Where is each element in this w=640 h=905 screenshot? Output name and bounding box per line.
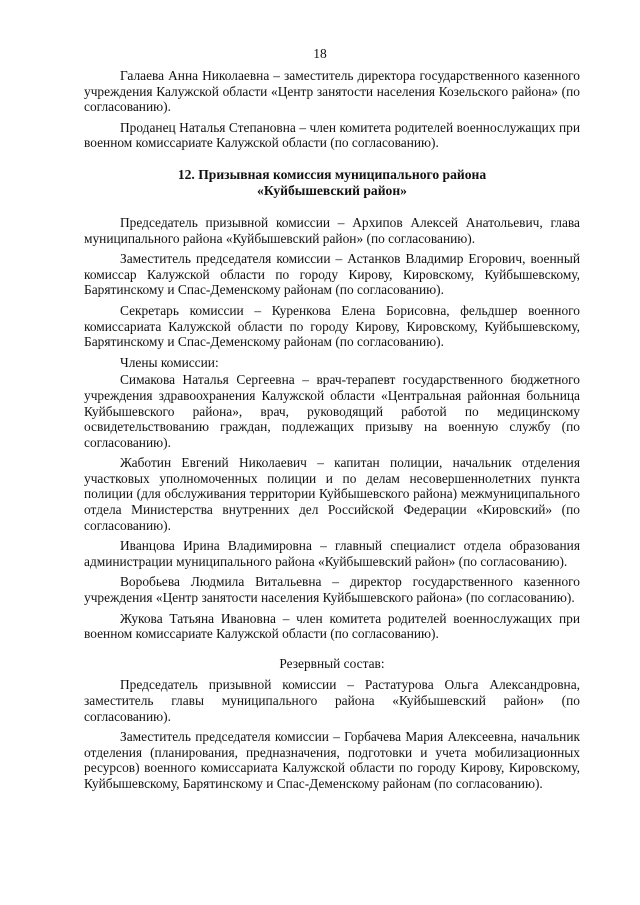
member-paragraph-2: Жаботин Евгений Николаевич – капитан полиции, начальник отделения участковых уполномоченных полиции и по делам несовершеннолетних пункта полиции (для обслуживания территории Куйбышевского района) межмуниципального отдела Министерства внутренних дел Российской Федерации «Кировский» (по согласованию).: [84, 455, 580, 533]
document-body: [84, 68, 580, 797]
reserve-deputy-paragraph: Заместитель председателя комиссии – Горбачева Мария Алексеевна, начальник отделения (планирования, предназначения, подготовки и учета мобилизационных ресурсов) военного комиссариата Калужской области по городу Кирову, Кировскому, Куйбышевскому, Барятинскому и Спас-Деменскому районам (по согласованию).: [84, 729, 580, 791]
secretary-paragraph: Секретарь комиссии – Куренкова Елена Борисовна, фельдшер военного комиссариата Калужской области по городу Кирову, Кировскому, Куйбышевскому, Барятинскому и Спас-Деменскому районам (по согласованию).: [84, 302, 580, 350]
section-title-line-2: «Куйбышевский район»: [257, 182, 407, 198]
page-number: 18: [313, 46, 327, 61]
intro-paragraph-2: Проданец Наталья Степановна – член комитета родителей военнослужащих при военном комиссариате Калужской области (по согласованию).: [84, 119, 580, 151]
deputy-paragraph: Заместитель председателя комиссии – Астанков Владимир Егорович, военный комиссар Калужской области по городу Кирову, Кировскому, Куйбышевскому, Барятинскому и Спас-Деменскому районам (по согласованию).: [84, 251, 580, 298]
reserve-chairman-paragraph: Председатель призывной комиссии – Растатурова Ольга Александровна, заместитель главы муниципального района «Куйбышевский район» (по согласованию).: [84, 677, 580, 724]
member-paragraph-3: Иванцова Ирина Владимировна – главный специалист отдела образования администрации муниципального района «Куйбышевский район» (по согласованию).: [84, 538, 580, 569]
members-label: Члены комиссии:: [120, 354, 219, 370]
member-paragraph-5: Жукова Татьяна Ивановна – член комитета родителей военнослужащих при военном комиссариате Калужской области (по согласованию).: [84, 610, 580, 642]
intro-paragraph-1: Галаева Анна Николаевна – заместитель директора государственного казенного учреждения Калужской области «Центр занятости населения Козельского района» (по согласованию).: [84, 68, 580, 115]
member-paragraph-4: Воробьева Людмила Витальевна – директор государственного казенного учреждения «Центр занятости населения Куйбышевского района» (по согласованию).: [84, 574, 580, 606]
reserve-heading: Резервный состав:: [279, 655, 385, 671]
member-paragraph-1: Симакова Наталья Сергеевна – врач-терапевт государственного бюджетного учреждения здравоохранения Калужской области «Центральная районная больница Куйбышевского района», врач, руководящий работой по медицинскому освидетельствованию граждан, подлежащих призыву на военную службу (по согласованию).: [84, 372, 580, 450]
section-heading: [84, 167, 580, 199]
chairman-paragraph: Председатель призывной комиссии – Архипов Алексей Анатольевич, глава муниципального района «Куйбышевский район» (по согласованию).: [84, 214, 580, 246]
section-title-line-1: 12. Призывная комиссия муниципального района: [177, 166, 487, 182]
